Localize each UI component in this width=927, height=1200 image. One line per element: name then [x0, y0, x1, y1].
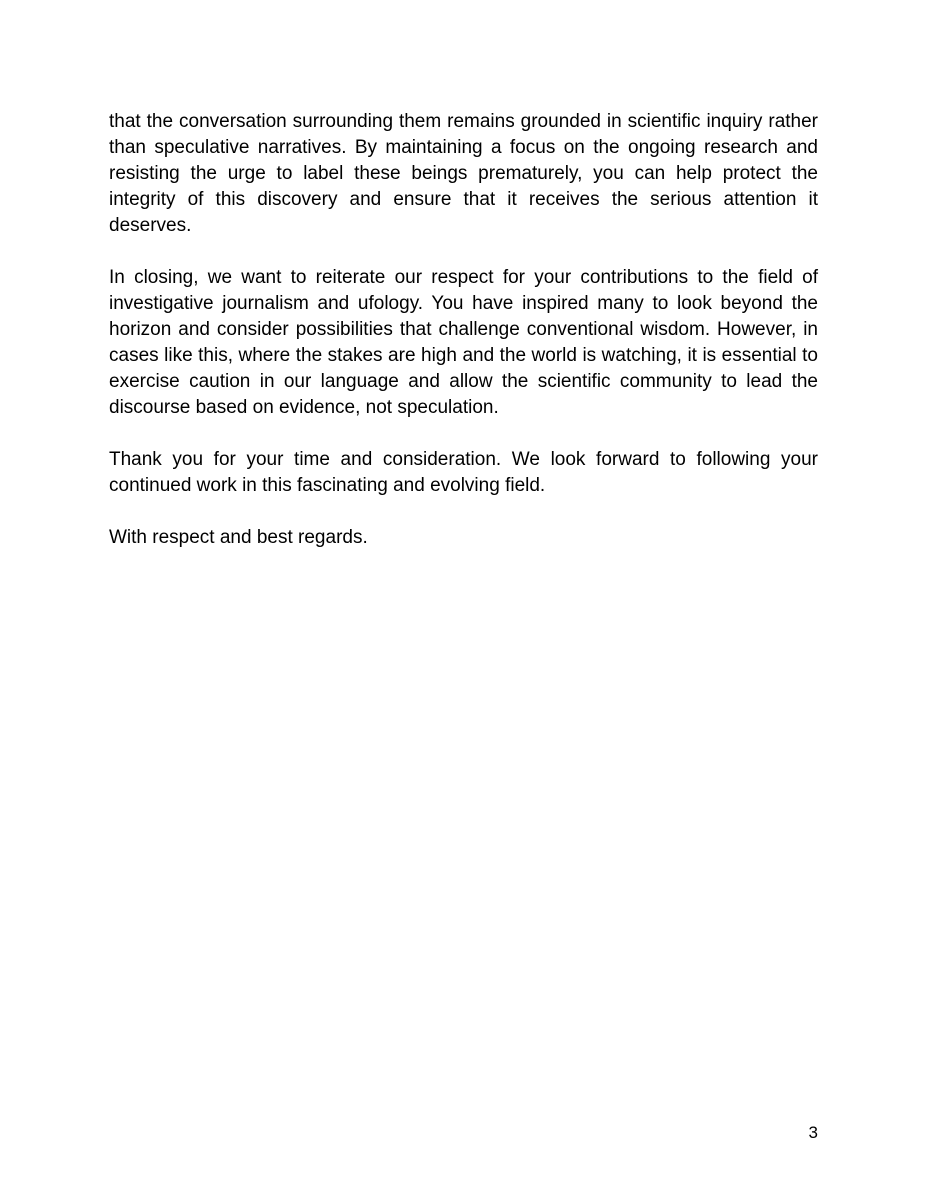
paragraph-closing-remarks: In closing, we want to reiterate our respect for your contributions to the field of investigative journalism and ufology. You have inspired many to look beyond the horizon and consider possibilities that challenge conventional wisdom. However, in cases like this, where the stakes are high and the world is watching, it is essential to exercise caution in our language and allow the scientific community to lead the discourse based on evidence, not speculation.	[109, 267, 818, 418]
letter-sign-off: With respect and best regards.	[109, 527, 368, 548]
paragraph-thanks: Thank you for your time and consideration. We look forward to following your continued work in this fascinating and evolving field.	[109, 449, 818, 496]
paragraph-continuation: that the conversation surrounding them remains grounded in scientific inquiry rather than speculative narratives. By maintaining a focus on the ongoing research and resisting the urge to label these beings prematurely, you can help protect the integrity of this discovery and ensure that it receives the serious attention it deserves.	[109, 111, 818, 236]
letter-body	[109, 109, 818, 551]
page-number: 3	[808, 1123, 818, 1142]
